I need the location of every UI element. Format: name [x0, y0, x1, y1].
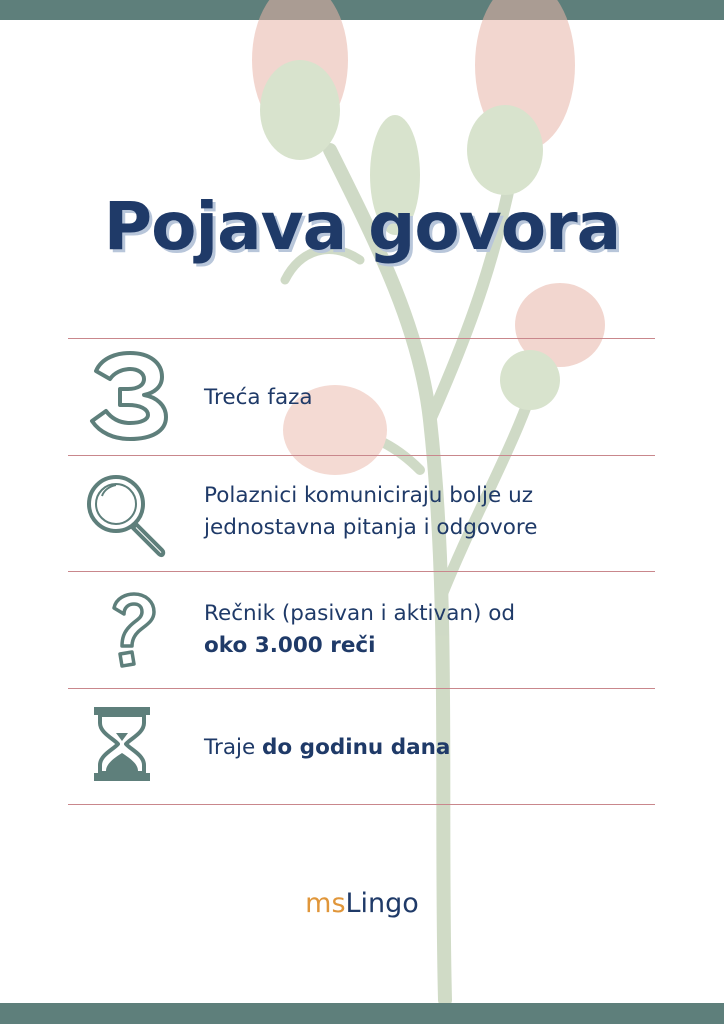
bottom-band: [0, 1003, 724, 1024]
row-text-prefix: Traje: [204, 735, 263, 760]
hourglass-icon: [82, 701, 174, 793]
row-text-emphasis: do godinu dana: [262, 735, 451, 760]
row-text-emphasis: oko 3.000 reči: [204, 633, 376, 658]
row-text: Treća faza: [204, 385, 313, 410]
magnifier-icon: [82, 470, 174, 562]
row-text-bold: [204, 630, 376, 662]
page-title: Pojava govora: [103, 188, 621, 265]
row-text-line1: Rečnik (pasivan i aktivan) od: [204, 601, 516, 626]
number-three-icon: [82, 349, 174, 441]
mslingo-logo: msLingo: [305, 888, 419, 919]
row-text-line1: Polaznici komuniciraju bolje uz: [204, 483, 533, 508]
row-text-line2: jednostavna pitanja i odgovore: [204, 515, 538, 540]
info-row-phase: [68, 339, 655, 455]
row-text: [204, 732, 450, 764]
info-row-communication: [68, 456, 655, 572]
question-mark-icon: [82, 586, 174, 678]
info-row-duration: [68, 689, 655, 805]
info-row-vocabulary: [68, 572, 655, 688]
